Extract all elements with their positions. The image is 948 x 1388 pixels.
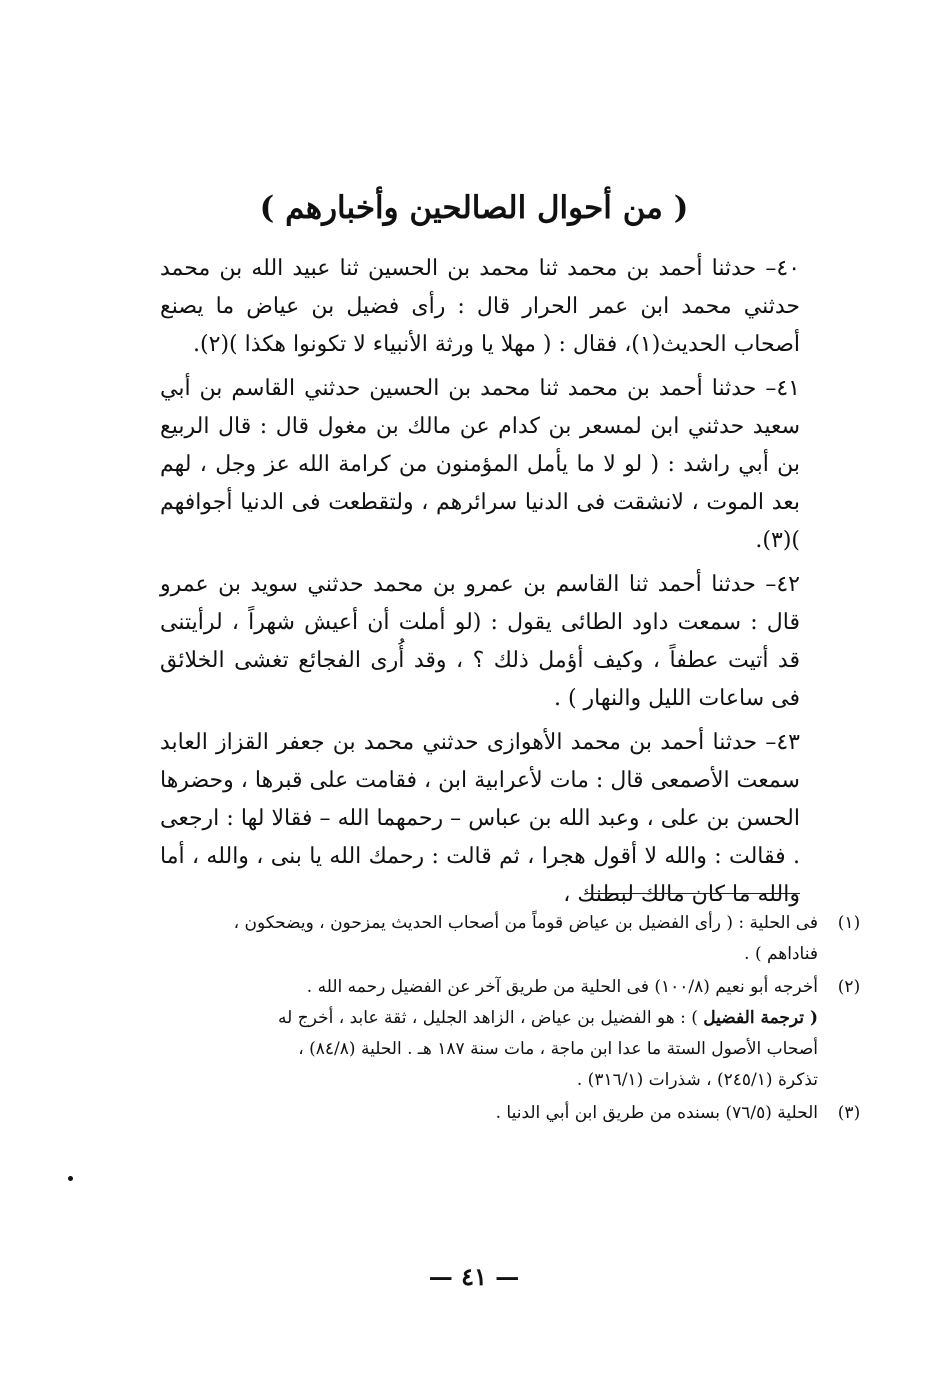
- footnote-body: [150, 908, 818, 970]
- paragraph-42: ٤٢– حدثنا أحمد ثنا القاسم بن عمرو بن محمد حدثني سويد بن عمرو قال : سمعت داود الطائى يقول : (لو أملت أن أعيش شهراً ، لرأيتنى قد أتيت عطفاً ، وكيف أؤمل ذلك ؟ ، وقد أُرى الفجائع تغشى الخلائق فى ساعات الليل والنهار ) .: [160, 572, 800, 711]
- footnotes: [150, 908, 880, 1131]
- footnote-3: [150, 1098, 880, 1129]
- footnote-line: الحلية (٧٦/٥) بسنده من طريق ابن أبي الدنيا .: [495, 1103, 818, 1123]
- main-text: [160, 250, 800, 920]
- footnote-number: (٢): [837, 977, 861, 997]
- paragraph-43: ٤٣– حدثنا أحمد بن محمد الأهوازى حدثني محمد بن جعفر القزاز العابد سمعت الأصمعى قال : مات لأعرابية ابن ، فقامت على قبرها ، وحضرها الحسن بن على ، وعبد الله بن عباس – رحمهما الله – فقالا لها : ارجعى . فقالت : والله لا أقول هجرا ، ثم قالت : رحمك الله يا بنى ، والله ، أما والله ما كان مالك لبطنك ،: [160, 730, 800, 907]
- biography-label: ( ترجمة الفضيل: [703, 1008, 818, 1028]
- footnote-line: أصحاب الأصول الستة ما عدا ابن ماجة ، مات سنة ١٨٧ هـ . الحلية (٨٤/٨) ،: [298, 1039, 818, 1059]
- footnote-line: أخرجه أبو نعيم (١٠٠/٨) فى الحلية من طريق آخر عن الفضيل رحمه الله .: [306, 977, 818, 997]
- paragraph-40: ٤٠– حدثنا أحمد بن محمد ثنا محمد بن الحسين ثنا عبيد الله بن محمد حدثني محمد ابن عمر الحرار قال : رأى فضيل بن عياض ما يصنع أصحاب الحديث(١)، فقال : ( مهلا يا ورثة الأنبياء لا تكونوا هكذا )(٢).: [160, 256, 801, 357]
- footnote-line: فى الحلية : ( رأى الفضيل بن عياض قوماً من أصحاب الحديث يمزحون ، ويضحكون ،: [233, 913, 818, 933]
- section-title: ( من أحوال الصالحين وأخبارهم ): [259, 190, 689, 226]
- footnote-line: [150, 1003, 818, 1034]
- scan-speck: [68, 1176, 73, 1181]
- paragraph-41: ٤١– حدثنا أحمد بن محمد ثنا محمد بن الحسين حدثني القاسم بن أبي سعيد حدثني ابن لمسعر بن كدام عن مالك بن مغول قال : قال الربيع بن أبي راشد : ( لو لا ما يأمل المؤمنون من كرامة الله عز وجل ، لهم بعد الموت ، لانشقت فى الدنيا سرائرهم ، ولتقطعت فى الدنيا أجوافهم )(٣).: [160, 376, 800, 553]
- page-number: — ٤١ —: [428, 1262, 520, 1291]
- footnote-separator: [585, 893, 800, 894]
- biography-text: ) : هو الفضيل بن عياض ، الزاهد الجليل ، ثقة عابد ، أخرج له: [278, 1008, 698, 1028]
- footnote-line: فناداهم ) .: [744, 944, 818, 964]
- footnote-number: (٣): [837, 1103, 861, 1123]
- footnote-body: [150, 1098, 818, 1129]
- footnote-body: [150, 972, 818, 1096]
- footnote-line: تذكرة (٢٤٥/١) ، شذرات (٣١٦/١) .: [576, 1070, 818, 1090]
- footnote-1: [150, 908, 880, 970]
- footnote-2: [150, 972, 880, 1096]
- footnote-number: (١): [837, 913, 861, 933]
